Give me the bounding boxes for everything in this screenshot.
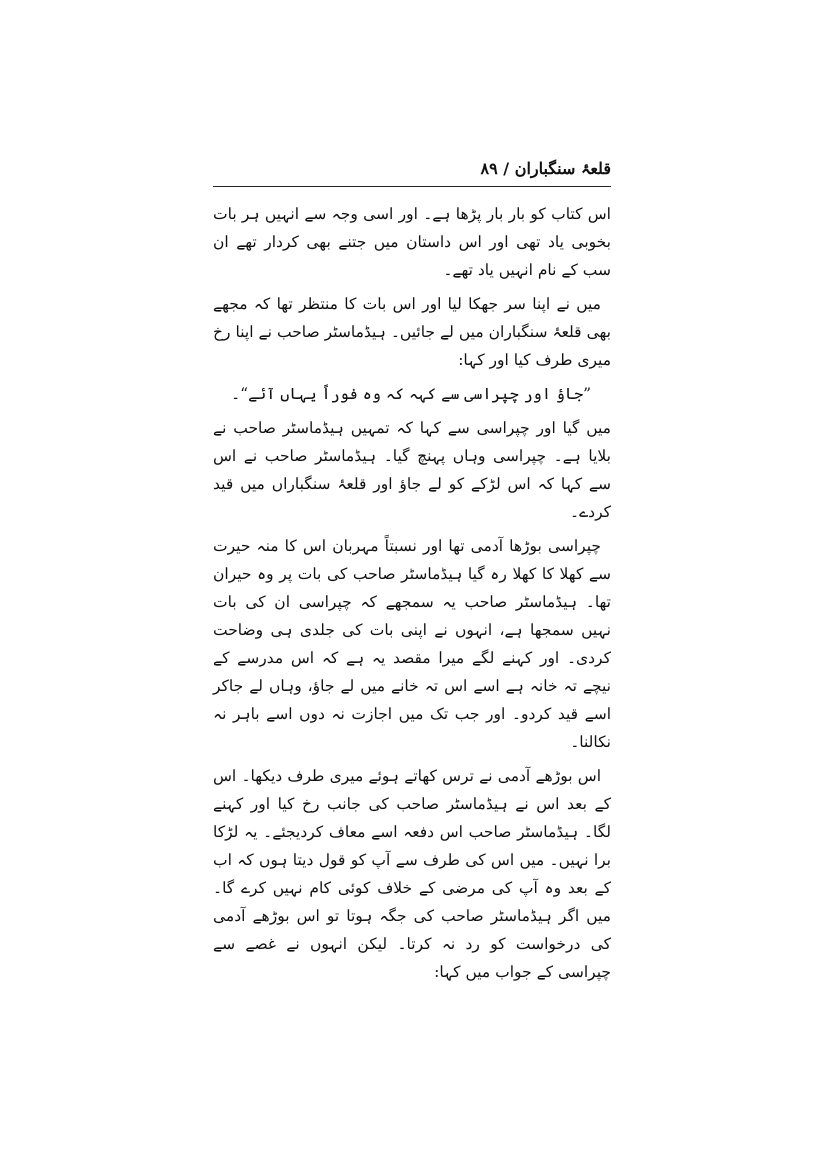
paragraph: اس کتاب کو بار بار پڑھا ہے۔ اور اسی وجہ سے انہیں ہر بات بخوبی یاد تھی اور اس داستان میں جتنے بھی کردار تھے ان سب کے نام انہیں یاد تھے۔ (213, 205, 611, 279)
quoted-line: ”جاؤ اور چپراسی سے کہہ کہ وہ فوراً یہاں آئے“۔ (231, 385, 591, 403)
paragraph: میں نے اپنا سر جھکا لیا اور اس بات کا منتظر تھا کہ مجھے بھی قلعۂ سنگباران میں لے جائیں۔ ہیڈماسٹر صاحب نے اپنا رخ میری طرف کیا اور کہا: (213, 295, 611, 369)
body-text (213, 200, 611, 986)
paragraph: چپراسی بوڑھا آدمی تھا اور نسبتاً مہربان اس کا منہ حیرت سے کھلا کا کھلا رہ گیا ہیڈماسٹر صاحب کی بات پر وہ حیران تھا۔ ہیڈماسٹر صاحب یہ سمجھے کہ چپراسی ان کی بات نہیں سمجھا ہے، انہوں نے اپنی بات کی جلدی ہی وضاحت کردی۔ اور کہنے لگے میرا مقصد یہ ہے کہ اس مدرسے کے نیچے تہ خانہ ہے اسے اس تہ خانے میں لے جاؤ، وہاں لے جاکر اسے قید کردو۔ اور جب تک میں اجازت نہ دوں اسے باہر نہ نکالنا۔ (213, 537, 611, 751)
paragraph: اس بوڑھے آدمی نے ترس کھاتے ہوئے میری طرف دیکھا۔ اس کے بعد اس نے ہیڈماسٹر صاحب کی جانب رخ کیا اور کہنے لگا۔ ہیڈماسٹر صاحب اس دفعہ اسے معاف کردیجئے۔ یہ لڑکا برا نہیں۔ میں اس کی طرف سے آپ کو قول دیتا ہوں کہ اب کے بعد وہ آپ کی مرضی کے خلاف کوئی کام نہیں کرے گا۔ میں اگر ہیڈماسٹر صاحب کی جگہ ہوتا تو اس بوڑھے آدمی کی درخواست کو رد نہ کرتا۔ لیکن انہوں نے غصے سے چپراسی کے جواب میں کہا: (213, 767, 611, 981)
running-header: قلعۂ سنگباران / ۸۹ (480, 159, 611, 178)
paragraph: میں گیا اور چپراسی سے کہا کہ تمہیں ہیڈماسٹر صاحب نے بلایا ہے۔ چپراسی وہاں پہنچ گیا۔ ہیڈماسٹر صاحب نے اس سے کہا کہ اس لڑکے کو لے جاؤ اور قلعۂ سنگباراں میں قید کردے۔ (213, 419, 611, 521)
header-divider (213, 186, 611, 187)
